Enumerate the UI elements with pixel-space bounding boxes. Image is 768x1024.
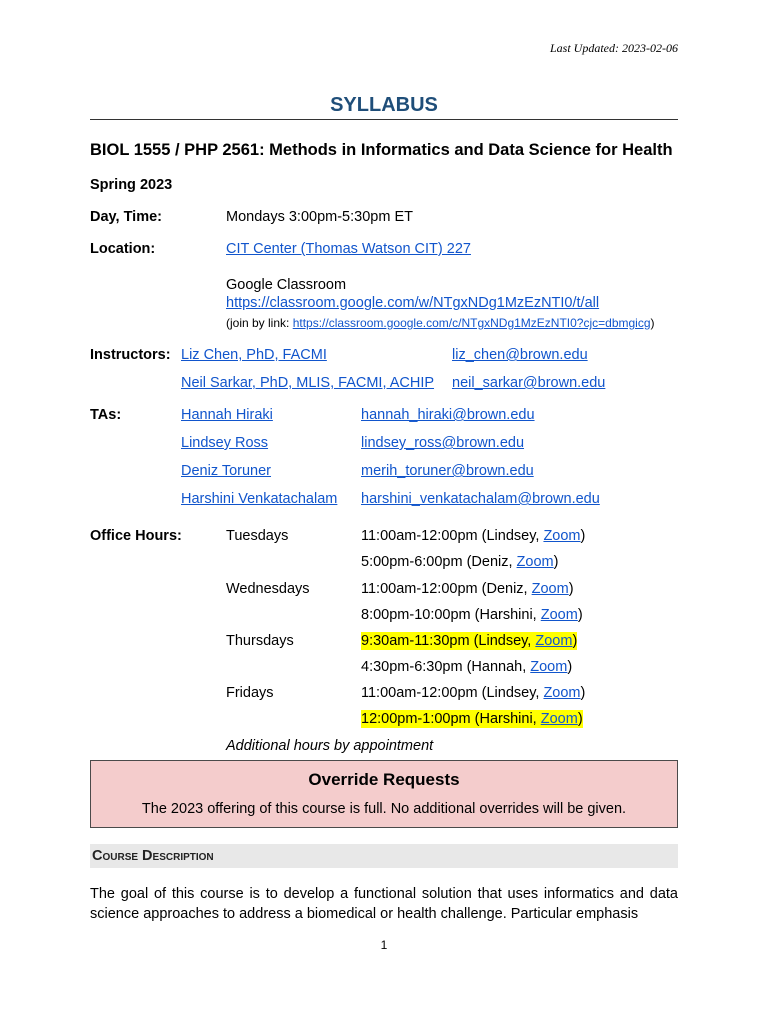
slot-time: 9:30am-11:30pm (Lindsey, — [361, 633, 536, 649]
section-heading — [90, 844, 678, 868]
slot-time: 4:30pm-6:30pm (Hannah, — [361, 659, 531, 675]
location-label: Location: — [90, 241, 156, 257]
join-link[interactable]: https://classroom.google.com/c/NTgxNDg1MzEzNTI0?cjc=dbmgicg — [292, 316, 651, 330]
instructor-name[interactable]: Neil Sarkar, PhD, MLIS, FACMI, ACHIP — [181, 375, 435, 391]
office-hour-slot — [361, 606, 583, 624]
slot-close: ) — [577, 607, 583, 623]
slot-close: ) — [577, 711, 583, 727]
instructors-label: Instructors: — [90, 347, 171, 363]
instructor-email[interactable]: liz_chen@brown.edu — [452, 347, 588, 363]
slot-time: 8:00pm-10:00pm (Harshini, — [361, 607, 541, 623]
page-title: SYLLABUS — [330, 94, 438, 116]
ta-email[interactable]: lindsey_ross@brown.edu — [361, 435, 525, 451]
slot-time: 5:00pm-6:00pm (Deniz, — [361, 554, 517, 570]
day-thursdays: Thursdays — [226, 633, 294, 649]
join-suffix: ) — [650, 316, 655, 330]
slot-close: ) — [553, 554, 559, 570]
course-term: Spring 2023 — [90, 177, 173, 193]
ta-email[interactable]: merih_toruner@brown.edu — [361, 463, 534, 479]
ta-name[interactable]: Lindsey Ross — [181, 435, 269, 451]
office-hours-label: Office Hours: — [90, 528, 182, 544]
day-tuesdays: Tuesdays — [226, 528, 289, 544]
description-paragraph: The goal of this course is to develop a functional solution that uses informatics and data science approaches to address a biomedical or health challenge. Particular emphasis — [90, 886, 678, 922]
zoom-link[interactable]: Zoom — [543, 528, 581, 544]
zoom-link[interactable]: Zoom — [543, 685, 581, 701]
zoom-link[interactable]: Zoom — [530, 659, 568, 675]
slot-time: 12:00pm-1:00pm (Harshini, — [361, 711, 541, 727]
zoom-link[interactable]: Zoom — [540, 711, 578, 727]
page-number: 1 — [380, 938, 388, 952]
instructor-name[interactable]: Liz Chen, PhD, FACMI — [181, 347, 327, 363]
office-hour-slot — [361, 580, 574, 598]
slot-time: 11:00am-12:00pm (Deniz, — [361, 581, 532, 597]
daytime-value: Mondays 3:00pm-5:30pm ET — [226, 209, 413, 225]
tas-label: TAs: — [90, 407, 122, 423]
office-hour-slot — [361, 553, 558, 571]
section-heading-text: Course Description — [92, 848, 214, 864]
ta-name[interactable]: Deniz Toruner — [181, 463, 272, 479]
title-divider — [90, 119, 678, 120]
override-text: The 2023 offering of this course is full. No additional overrides will be given. — [141, 801, 627, 817]
zoom-link[interactable]: Zoom — [535, 633, 573, 649]
slot-close: ) — [580, 528, 586, 544]
slot-time: 11:00am-12:00pm (Lindsey, — [361, 528, 544, 544]
slot-close: ) — [567, 659, 573, 675]
zoom-link[interactable]: Zoom — [516, 554, 554, 570]
slot-close: ) — [568, 581, 574, 597]
ta-email[interactable]: hannah_hiraki@brown.edu — [361, 407, 535, 423]
ta-name[interactable]: Harshini Venkatachalam — [181, 491, 338, 507]
ta-email[interactable]: harshini_venkatachalam@brown.edu — [361, 491, 600, 507]
instructor-email[interactable]: neil_sarkar@brown.edu — [452, 375, 606, 391]
day-wednesdays: Wednesdays — [226, 581, 310, 597]
slot-close: ) — [580, 685, 586, 701]
office-hour-slot — [361, 658, 572, 676]
office-hour-slot-highlighted — [361, 710, 583, 728]
override-title: Override Requests — [308, 770, 460, 789]
override-notice — [90, 760, 678, 828]
day-fridays: Fridays — [226, 685, 274, 701]
classroom-label: Google Classroom — [226, 277, 347, 293]
office-hour-slot-highlighted — [361, 632, 577, 650]
zoom-link[interactable]: Zoom — [540, 607, 578, 623]
join-line — [226, 316, 655, 330]
join-prefix: (join by link: — [226, 316, 293, 330]
office-hour-slot — [361, 684, 585, 702]
additional-hours-note: Additional hours by appointment — [226, 738, 434, 754]
classroom-link[interactable]: https://classroom.google.com/w/NTgxNDg1MzEzNTI0/t/all — [226, 295, 600, 311]
ta-name[interactable]: Hannah Hiraki — [181, 407, 273, 423]
location-link[interactable]: CIT Center (Thomas Watson CIT) 227 — [226, 241, 471, 257]
course-title: BIOL 1555 / PHP 2561: Methods in Informatics and Data Science for Health — [90, 141, 673, 159]
slot-time: 11:00am-12:00pm (Lindsey, — [361, 685, 544, 701]
last-updated: Last Updated: 2023-02-06 — [550, 41, 678, 55]
zoom-link[interactable]: Zoom — [531, 581, 569, 597]
slot-close: ) — [572, 633, 578, 649]
office-hour-slot — [361, 527, 585, 545]
daytime-label: Day, Time: — [90, 209, 162, 225]
